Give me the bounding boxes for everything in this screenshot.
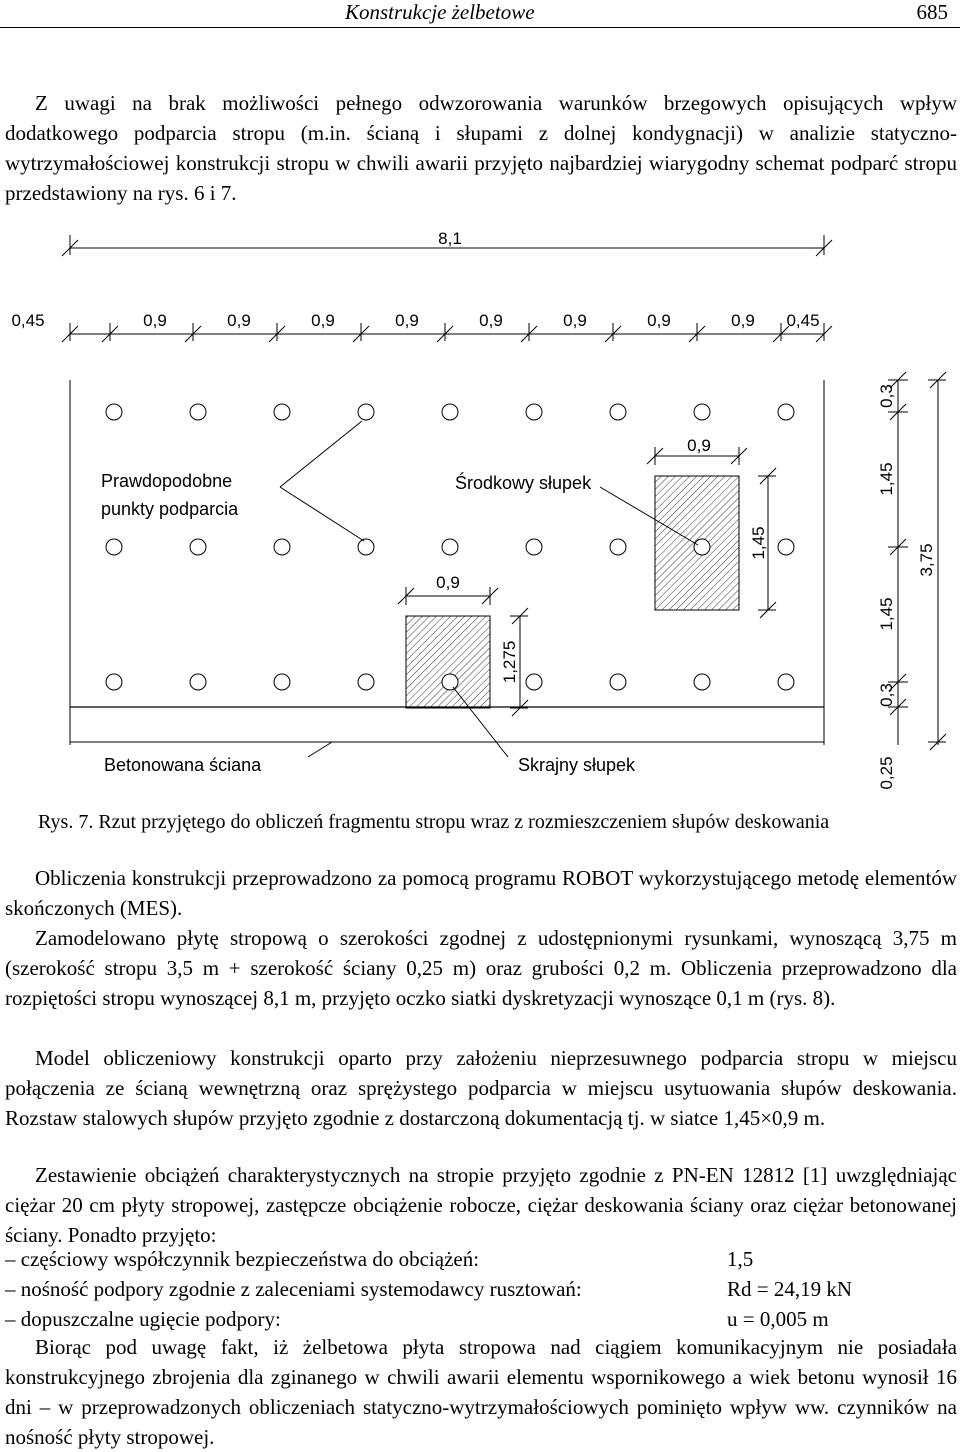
support-point [358,674,374,690]
paragraph-1: Obliczenia konstrukcji przeprowadzono za pomocą programu ROBOT wykorzystującego metodę elementów skończonych (MES). [5,866,957,920]
support-point [778,674,794,690]
assumption-value: u = 0,005 m [727,1307,829,1331]
paragraph-3: Model obliczeniowy konstrukcji oparto przy założeniu nieprzesuwnego podparcia stropu w miejscu połączenia ze ścianą wewnętrzną oraz sprężystego podparcia w miejscu usytuowania słupów deskowania. Rozstaw stalowych słupów przyjęto zgodnie z dostarczoną dokumentacją tj. w siatce 1,45×0,9 m. [5,1046,957,1130]
edge-column-width-dim: 0,9 [436,573,460,592]
support-point [358,539,374,555]
span-label: 0,9 [395,311,419,330]
support-points-label: Prawdopodobne [101,471,233,491]
assumption-value: Rd = 24,19 kN [727,1277,853,1301]
span-label: 0,9 [479,311,503,330]
right-dim-label: 0,3 [877,384,896,408]
edge-column-height-dim: 1,275 [500,640,519,684]
support-point [610,404,626,420]
concrete-wall-label: Betonowana ściana [104,755,262,775]
figure-caption: Rys. 7. Rzut przyjętego do obliczeń fragmentu stropu wraz z rozmieszczeniem słupów deskowania [38,811,830,833]
support-point [526,404,542,420]
support-point [274,674,290,690]
middle-column-height-dim: 1,45 [749,526,768,560]
support-point [442,539,458,555]
page-header [0,0,960,28]
right-dim-label: 0,3 [877,683,896,707]
edge-column-label: Skrajny słupek [518,755,636,775]
intro-paragraph: Z uwagi na brak możliwości pełnego odwzorowania warunków brzegowych opisujących wpływ dodatkowego podparcia stropu (m.in. ścianą i słupami z dolnej kondygnacji) w analizie statyczno-wytrzymałościowej konstrukcji stropu w chwili awarii przyjęto najbardziej wiarygodny schemat podparć stropu przedstawiony na rys. 6 i 7. [5,91,957,205]
support-point [442,674,458,690]
running-title: Konstrukcje żelbetowe [345,0,535,24]
span-label: 0,9 [143,311,167,330]
leader-line [308,742,332,757]
right-dim-label: 1,45 [877,597,896,631]
paragraph-2: Zamodelowano płytę stropową o szerokości zgodnej z udostępnionymi rysunkami, wynoszącą 3,75 m (szerokość stropu 3,5 m + szerokość ściany 0,25 m) oraz grubości 0,2 m. Obliczenia przeprowadzono dla rozpiętości stropu wynoszącej 8,1 m, przyjęto oczko siatki dyskretyzacji wynoszące 0,1 m (rys. 8). [5,926,957,1010]
span-label: 0,9 [563,311,587,330]
support-point [274,539,290,555]
right-dim-label: 1,45 [877,462,896,496]
page-number: 685 [916,0,948,24]
assumption-row [5,1304,955,1334]
support-point [694,674,710,690]
support-point [694,404,710,420]
assumptions-list [5,1244,955,1334]
paragraph-4: Zestawienie obciążeń charakterystycznych na stropie przyjęto zgodnie z PN-EN 12812 [1] uwzględniając ciężar 20 cm płyty stropowej, zastępcze obciążenie robocze, ciężar deskowania ściany oraz ciężar betonowanej ściany. Ponadto przyjęto: [5,1163,957,1247]
support-point [358,404,374,420]
span-label: 0,9 [647,311,671,330]
support-point [610,539,626,555]
floor-plan-figure [0,225,960,810]
wall-dim-label: 0,25 [877,756,896,790]
span-label: 0,9 [311,311,335,330]
middle-column-width-dim: 0,9 [687,436,711,455]
right-total-label: 3,75 [917,543,936,577]
support-point [106,404,122,420]
support-point [694,539,710,555]
span-label: 0,9 [227,311,251,330]
final-paragraph: Biorąc pod uwagę fakt, iż żelbetowa płyta stropowa nad ciągiem komunikacyjnym nie posiadała konstrukcyjnego zbrojenia dla zginanego w chwili awarii elementu wspornikowego a wiek betonu wynosił 16 dni – w przeprowadzonych obliczeniach statyczno-wytrzymałościowych pominięto wpływ ww. czynników na nośność płyty stropowej. [5,1335,957,1449]
support-point [778,404,794,420]
assumption-row [5,1274,955,1304]
support-point [106,539,122,555]
assumption-value: 1,5 [727,1247,754,1271]
assumption-row [5,1244,955,1274]
support-point [610,674,626,690]
support-point [190,539,206,555]
support-point [106,674,122,690]
span-label: 0,45 [786,311,820,330]
support-point [190,674,206,690]
support-point [274,404,290,420]
support-points-label-line2: punkty podparcia [101,499,239,519]
support-point [526,539,542,555]
leader-line [280,421,362,487]
assumption-label: – częściowy współczynnik bezpieczeństwa do obciążeń: [5,1247,480,1271]
leader-line [280,487,364,541]
span-label: 0,45 [11,311,45,330]
assumption-label: – dopuszczalne ugięcie podpory: [5,1307,281,1331]
middle-column-label: Środkowy słupek [455,473,592,493]
span-label: 0,9 [731,311,755,330]
assumption-label: – nośność podpory zgodnie z zaleceniami systemodawcy rusztowań: [5,1277,582,1301]
edge-column-area [406,616,490,708]
support-point [442,404,458,420]
support-point [526,674,542,690]
total-span-label: 8,1 [438,229,462,248]
support-point [778,539,794,555]
support-point [190,404,206,420]
